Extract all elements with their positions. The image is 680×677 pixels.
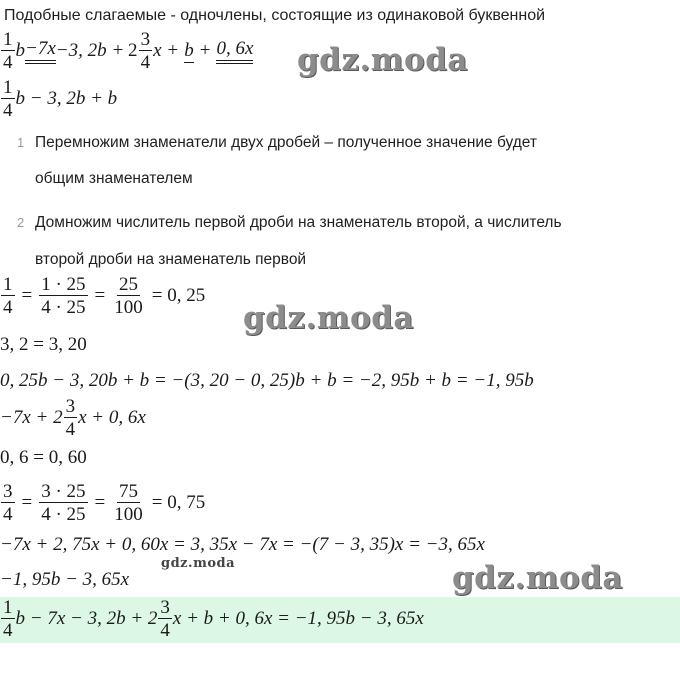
- fraction-conversion-1: $\frac{1}{4}$ = $\frac{1 \cdot 25}{4 \cdot 25}$ = $\frac{25}{100}$ = 0, 25: [3, 274, 206, 318]
- step-1: 1 Перемножим знаменатели двух дробей – полученное значение будет: [17, 134, 537, 151]
- watermark: gdz.moda: [452, 560, 623, 596]
- intro-text: Подобные слагаемые - одночлены, состоящие из одинаковой буквенной: [4, 7, 546, 24]
- simplified-result: −1, 95b − 3, 65x: [0, 569, 130, 590]
- watermark-small: gdz.moda: [161, 556, 236, 571]
- watermark: gdz.moda: [297, 42, 468, 78]
- expression-b-terms: $\frac{1}{4}$ b − 3, 2b + b: [3, 77, 118, 121]
- term-0-6x: 0, 6x: [216, 38, 253, 64]
- final-answer: $\frac{1}{4}$ b − 7x − 3, 2b + 2 $\frac{3}{4}$ x + b + 0, 6x = −1, 95b − 3, 65x: [3, 597, 424, 641]
- b-terms-sum: 0, 25b − 3, 20b + b = −(3, 20 − 0, 25)b + b = −2, 95b + b = −1, 95b: [0, 370, 534, 391]
- watermark: gdz.moda: [243, 300, 414, 336]
- x-terms-expression: −7x + 2 $\frac{3}{4}$ x + 0, 6x: [0, 396, 146, 440]
- fraction-one-quarter: $\frac{1}{4}$: [3, 29, 13, 73]
- decimal-eq-1: 3, 2 = 3, 20: [0, 334, 87, 355]
- fraction-conversion-2: $\frac{3}{4}$ = $\frac{3 \cdot 25}{4 \cdot 25}$ = $\frac{75}{100}$ = 0, 75: [3, 481, 206, 525]
- step-2: 2 Домножим числитель первой дроби на знаменатель второй, а числитель: [17, 214, 562, 231]
- term-minus-7x: −7x: [25, 38, 56, 64]
- step-1-cont: общим знаменателем: [35, 170, 193, 187]
- expression-original: $\frac{1}{4}$ b −7x −3, 2b + 2 $\frac{3}{4}$ x + b + 0, 6x: [3, 29, 254, 73]
- step-2-cont: второй дроби на знаменатель первой: [35, 251, 307, 268]
- decimal-eq-2: 0, 6 = 0, 60: [0, 447, 87, 468]
- x-terms-sum: −7x + 2, 75x + 0, 60x = 3, 35x − 7x = −(7 − 3, 35)x = −3, 65x: [0, 534, 485, 555]
